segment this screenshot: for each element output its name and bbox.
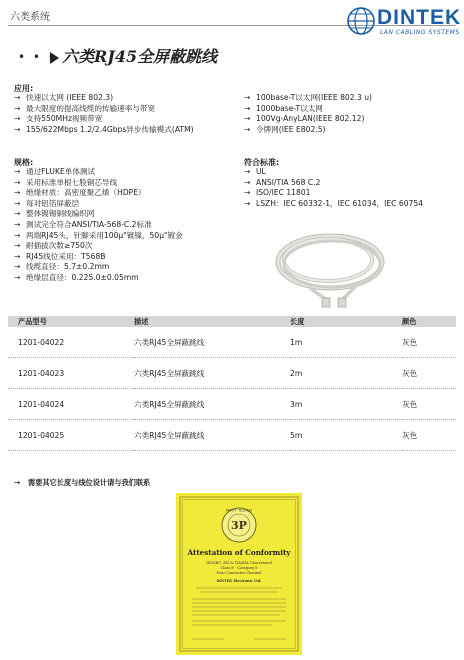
cell-length: 1m — [290, 327, 402, 358]
standards-label: 符合标准: — [244, 158, 280, 167]
cell-length: 2m — [290, 358, 402, 389]
arrow-icon: → — [244, 167, 251, 176]
list-item: → 采用标准单根七股铜芯导线 — [14, 177, 118, 187]
cell-color: 灰色 — [402, 389, 456, 420]
cell-length: 3m — [290, 389, 402, 420]
arrow-icon: → — [14, 219, 21, 229]
cell-color: 灰色 — [402, 358, 456, 389]
col-header-length: 长度 — [290, 316, 402, 327]
specs-label: 规格: — [14, 158, 34, 167]
table-row — [8, 389, 456, 420]
list-item: → 整体镀锡铜线编织网 — [14, 209, 95, 219]
cell-model: 1201-04025 — [8, 420, 134, 451]
arrow-icon: → — [14, 478, 21, 487]
list-item: → 测试完全符合ANSI/TIA-568-C.2标准 — [14, 219, 152, 229]
arrow-icon: → — [14, 272, 21, 282]
applications-label: 应用: — [14, 84, 34, 93]
arrow-icon: → — [244, 124, 251, 134]
title-arrow-icon — [50, 52, 59, 64]
list-item: → 绝缘材质：高密度聚乙烯（HDPE） — [14, 188, 146, 198]
arrow-icon: → — [14, 262, 21, 272]
brand-tagline: LAN CABLING SYSTEMS — [380, 29, 460, 36]
standards-list — [244, 167, 423, 209]
cell-model: 1201-04023 — [8, 358, 134, 389]
table-row — [8, 358, 456, 389]
arrow-icon: → — [244, 177, 251, 187]
list-item: → 每对铝箔屏蔽层 — [14, 198, 80, 208]
list-item: → 快速以太网 (IEEE 802.3) — [14, 93, 114, 102]
applications-right-list — [244, 93, 372, 135]
list-item: → ANSI/TIA 568 C.2 — [244, 177, 321, 187]
arrow-icon: → — [14, 167, 21, 176]
arrow-icon: → — [14, 114, 21, 124]
arrow-icon: → — [14, 93, 21, 102]
cell-model: 1201-04024 — [8, 389, 134, 420]
category-label: 六类系统 — [10, 12, 50, 23]
cell-description: 六类RJ45全屏蔽跳线 — [134, 389, 290, 420]
table-header-row — [8, 316, 456, 327]
arrow-icon: → — [14, 177, 21, 187]
col-header-model: 产品型号 — [8, 316, 134, 327]
cell-color: 灰色 — [402, 327, 456, 358]
list-item: → 令牌网(IEE E802.5) — [244, 124, 326, 134]
brand-logo: DINTEK — [377, 6, 462, 29]
col-header-color: 颜色 — [402, 316, 456, 327]
contact-note: → 需要其它长度与线位设计请与我们联系 — [14, 478, 151, 487]
col-header-description: 描述 — [134, 316, 290, 327]
seal-text: 3P — [231, 519, 247, 532]
arrow-icon: → — [244, 188, 251, 198]
list-item: → 1000base-T以太网 — [244, 103, 323, 113]
arrow-icon: → — [14, 103, 21, 113]
globe-logo-icon — [346, 5, 376, 37]
certificate-company: DINTEK Electronic Ltd. — [216, 579, 262, 583]
arrow-icon: → — [14, 230, 21, 240]
arrow-icon: → — [14, 198, 21, 208]
list-item: → LSZH：IEC 60332-1，IEC 61034，IEC 60754 — [244, 198, 424, 208]
specs-list — [14, 167, 183, 284]
list-item: → 最大限度的提高线缆的传输速率与带宽 — [14, 103, 156, 113]
table-row — [8, 327, 456, 358]
list-item: → 155/622Mbps 1.2/2.4Gbps异步传输模式(ATM) — [14, 124, 194, 134]
arrow-icon: → — [14, 251, 21, 261]
certificate-line1: ISO/IEC, EN & TIA/EIA Unscreened — [206, 561, 272, 565]
list-item: → ISO/IEC 11801 — [244, 188, 311, 198]
title-dots: • • • — [18, 50, 57, 64]
certificate-heading: Attestation of Conformity — [187, 548, 291, 557]
list-item: → 通过FLUKE单体测试 — [14, 167, 96, 176]
arrow-icon: → — [14, 209, 21, 219]
seal-ring-text: PARTY TESTED — [225, 508, 253, 513]
cell-model: 1201-04022 — [8, 327, 134, 358]
list-item: → 线缆直径：5.7±0.2mm — [14, 262, 110, 272]
applications-left-list — [14, 93, 194, 135]
list-item: → 两端RJ45头，针脚采用100μ"镀镍，50μ"镀金 — [14, 230, 183, 240]
cell-length: 5m — [290, 420, 402, 451]
table-row — [8, 420, 456, 451]
list-item: → 支持550MHz视频带宽 — [14, 114, 103, 124]
cell-description: 六类RJ45全屏蔽跳线 — [134, 327, 290, 358]
list-item: → 100base-T以太网(IEEE 802.3 u) — [244, 93, 372, 102]
page-title: 六类RJ45全屏蔽跳线 — [62, 47, 218, 66]
list-item: → 绝缘层直径：0.225.0±0.05mm — [14, 272, 139, 282]
certificate-line3: Four Connector Channel — [216, 571, 262, 575]
list-item: → 耐插拔次数≥750次 — [14, 241, 93, 251]
arrow-icon: → — [244, 93, 251, 102]
arrow-icon: → — [244, 103, 251, 113]
arrow-icon: → — [14, 241, 21, 251]
list-item: → 100Vg-AnyLAN(IEEE 802.12) — [244, 114, 365, 124]
arrow-icon: → — [244, 114, 251, 124]
conformity-certificate-image — [176, 493, 302, 655]
arrow-icon: → — [244, 198, 251, 208]
arrow-icon: → — [14, 188, 21, 198]
patch-cable-image — [270, 220, 390, 308]
cell-description: 六类RJ45全屏蔽跳线 — [134, 420, 290, 451]
cell-description: 六类RJ45全屏蔽跳线 — [134, 358, 290, 389]
certificate-line2: Class E - Category 6 — [220, 566, 258, 570]
list-item: → UL — [244, 167, 266, 176]
product-table — [8, 316, 456, 451]
list-item: → RJ45线位采用：T568B — [14, 251, 106, 261]
arrow-icon: → — [14, 124, 21, 134]
cell-color: 灰色 — [402, 420, 456, 451]
